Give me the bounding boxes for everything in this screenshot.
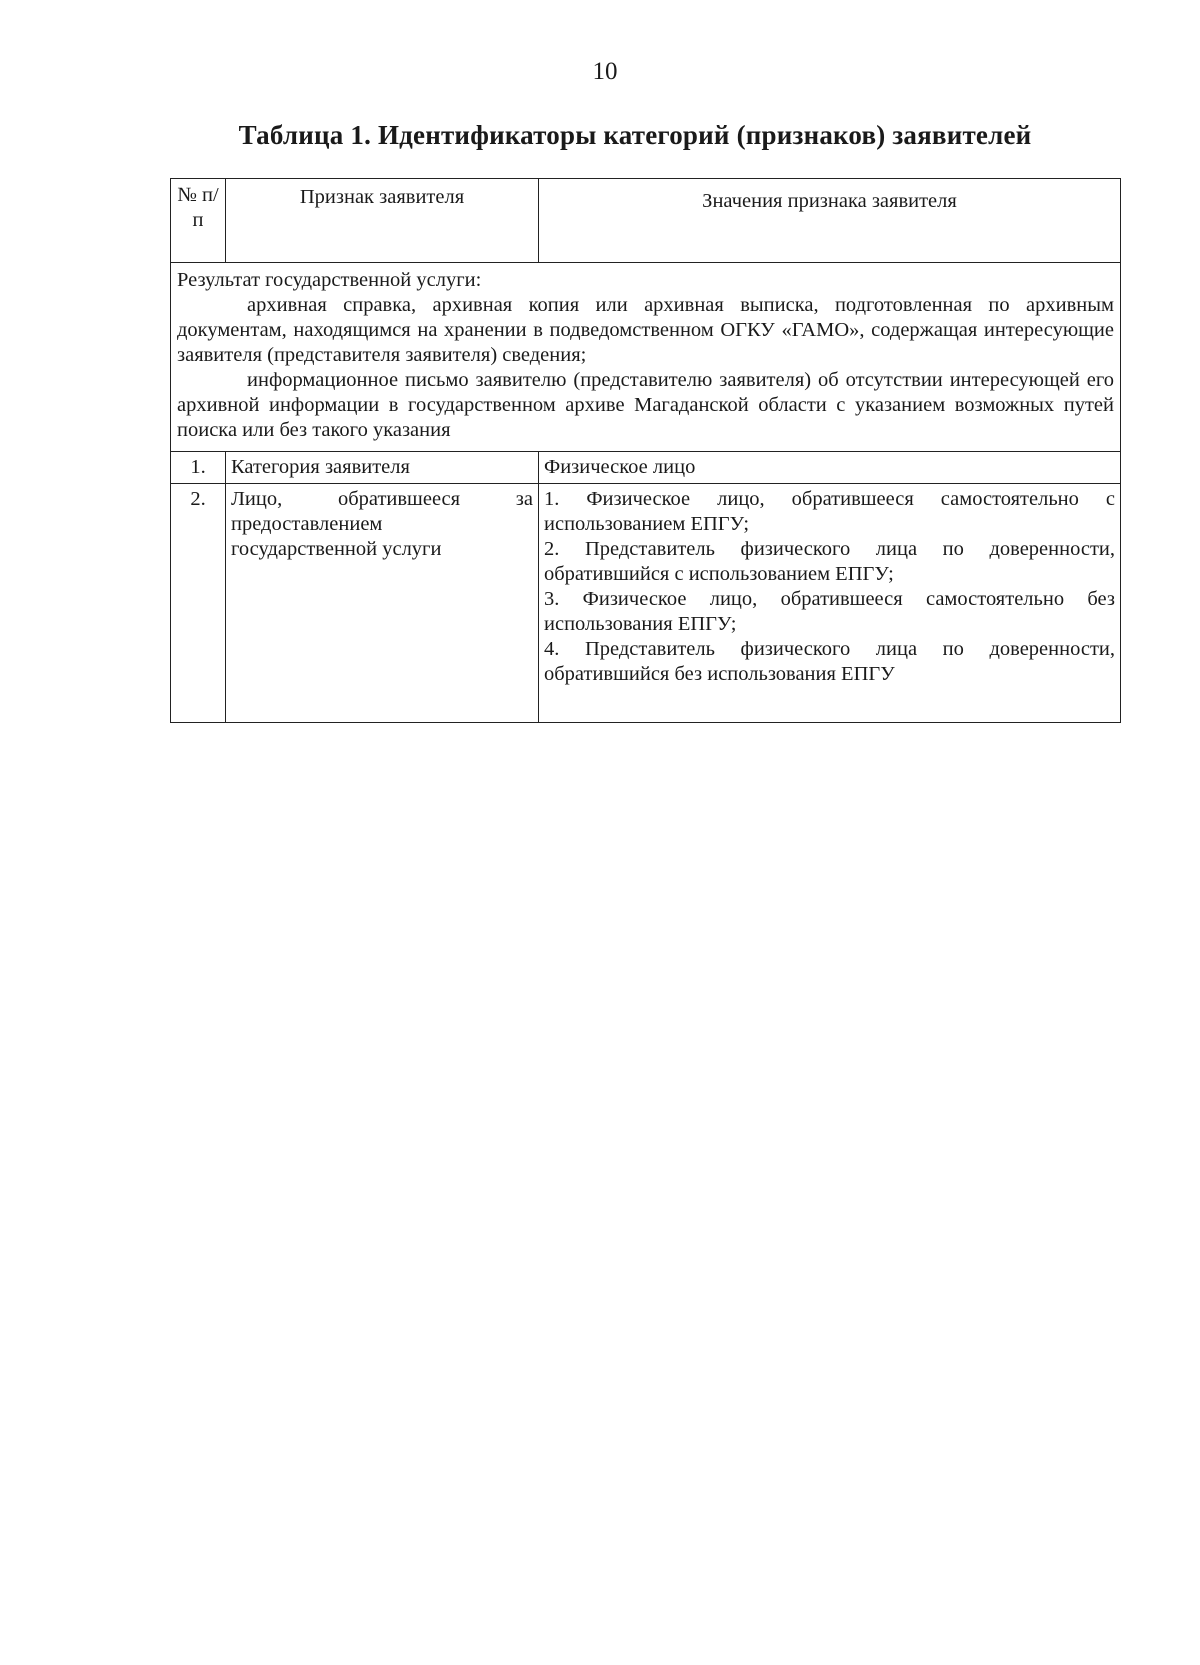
row-number: 2. — [171, 484, 226, 723]
row-number: 1. — [171, 452, 226, 484]
page-number: 10 — [592, 58, 618, 85]
table-title: Таблица 1. Идентификаторы категорий (признаков) заявителей — [238, 120, 1032, 150]
table-row — [171, 484, 1121, 723]
header-values: Значения признака заявителя — [539, 179, 1121, 263]
result-paragraph-archive-certificate: архивная справка, архивная копия или архивная выписка, подготовленная по архивным документам, находящимся на хранении в подведомственном ОГКУ «ГАМО», содержащая интересующие заявителя (представителя заявителя) сведения; — [177, 294, 1114, 366]
row-value-item: 1. Физическое лицо, обратившееся самостоятельно с использованием ЕПГУ; — [544, 488, 1115, 535]
applicant-identifiers-table — [170, 178, 1121, 723]
header-attribute: Признак заявителя — [226, 179, 539, 263]
header-num: № п/п — [171, 179, 226, 263]
row-values — [539, 452, 1121, 484]
table-row — [171, 452, 1121, 484]
result-paragraph-info-letter: информационное письмо заявителю (представителю заявителя) об отсутствии интересующей его архивной информации в государственном архиве Магаданской области с указанием возможных путей поиска или без такого указания — [177, 369, 1114, 441]
service-result-cell — [171, 263, 1121, 452]
row-value-item: Физическое лицо — [544, 456, 696, 478]
row-value-item: 4. Представитель физического лица по доверенности, обратившийся без использования ЕПГУ — [544, 638, 1115, 685]
result-row — [171, 263, 1121, 452]
row-value-item: 3. Физическое лицо, обратившееся самостоятельно без использования ЕПГУ; — [544, 588, 1115, 635]
row-attribute: Лицо, обратившееся за предоставлением государственной услуги — [226, 484, 539, 723]
table-header-row — [171, 179, 1121, 263]
row-value-item: 2. Представитель физического лица по доверенности, обратившийся с использованием ЕПГУ; — [544, 538, 1115, 585]
row-values — [539, 484, 1121, 723]
row-attribute: Категория заявителя — [226, 452, 539, 484]
result-title: Результат государственной услуги: — [177, 269, 482, 291]
